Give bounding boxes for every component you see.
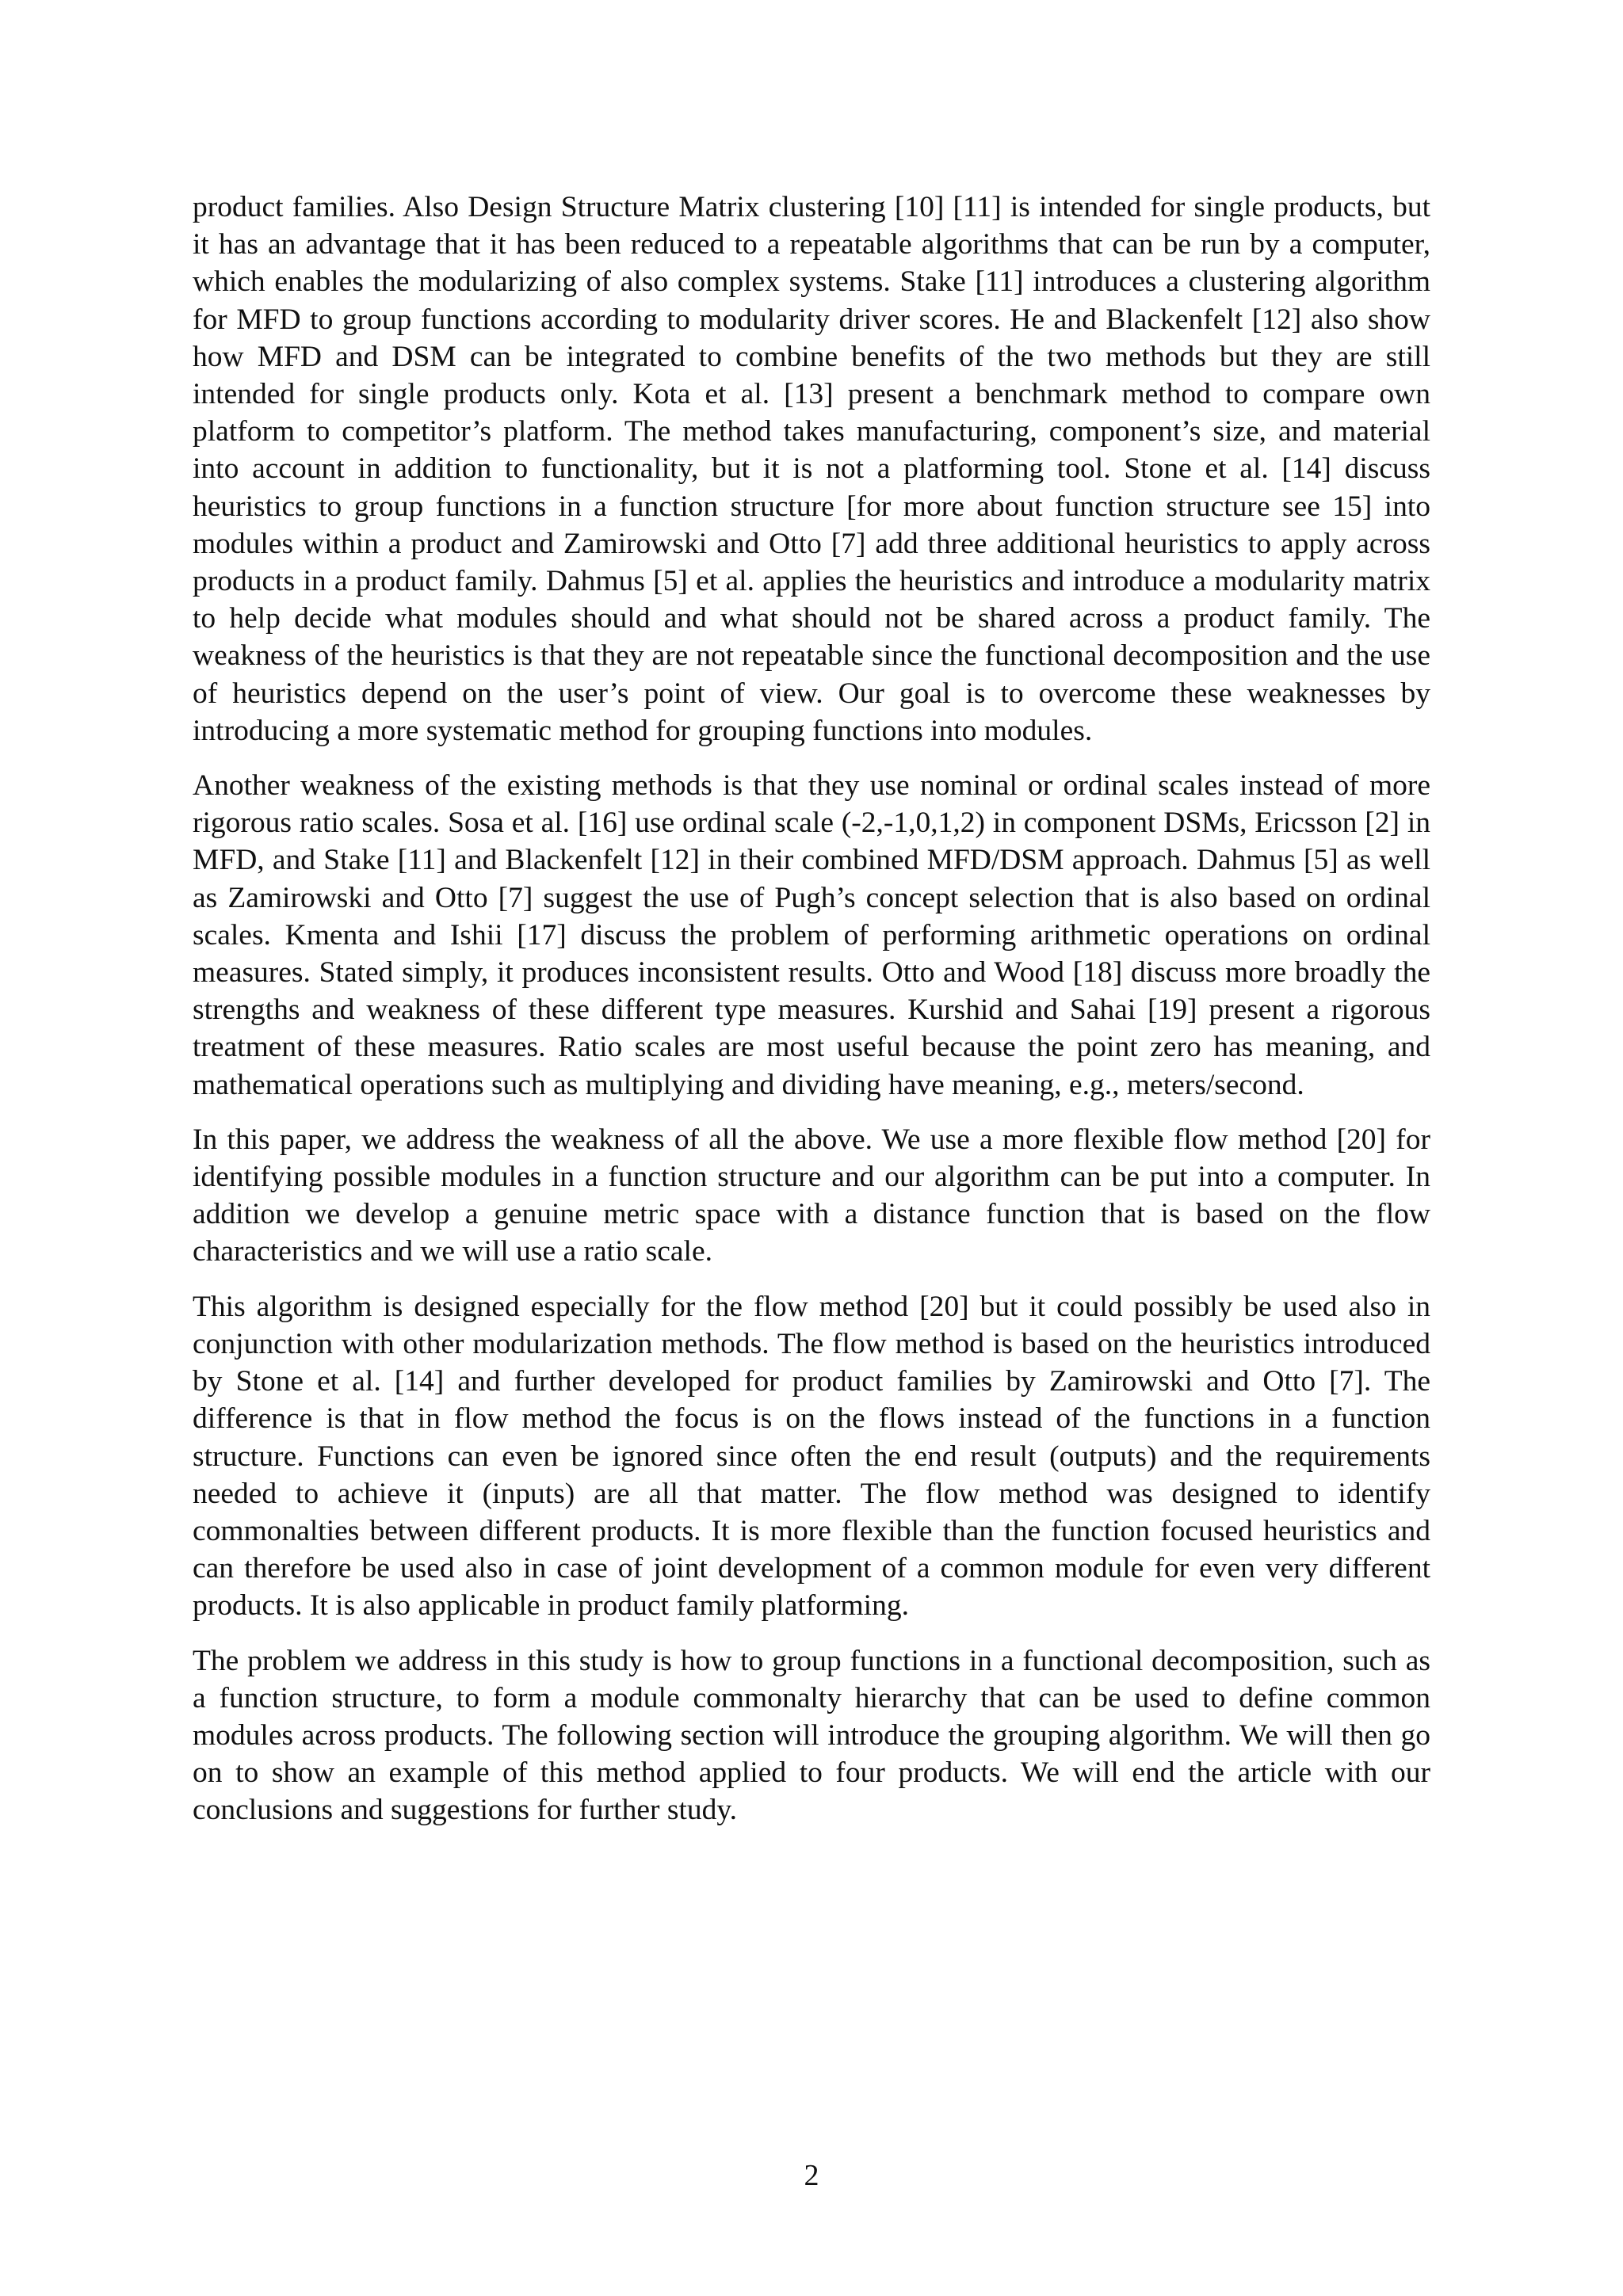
paragraph-flow-method: This algorithm is designed especially for the flow method [20] but it could possibly be used also in conjunction with other modularization methods. The flow method is based on the heuristics introduced by Stone et al. [14] and further developed for product families by Zamirowski and Otto [7]. The difference is that in flow method the focus is on the flows instead of the functions in a function structure. Functions can even be ignored since often the end result (outputs) and the requirements needed to achieve it (inputs) are all that matter. The flow method was designed to identify commonalties between different products. It is more flexible than the function focused heuristics and can therefore be used also in case of joint development of a common module for even very different products. It is also applicable in product family platforming.	[193, 1290, 1430, 1623]
paragraph-product-families: product families. Also Design Structure Matrix clustering [10] [11] is intended for single products, but it has an advantage that it has been reduced to a repeatable algorithms that can be run by a computer, which enables the modularizing of also complex systems. Stake [11] introduces a clustering algorithm for MFD to group functions according to modularity driver scores. He and Blackenfelt [12] also show how MFD and DSM can be integrated to combine benefits of the two methods but they are still intended for single products only. Kota et al. [13] present a benchmark method to compare own platform to competitor’s platform. The method takes manufacturing, component’s size, and material into account in addition to functionality, but it is not a platforming tool. Stone et al. [14] discuss heuristics to group functions in a function structure [for more about function structure see 15] into modules within a product and Zamirowski and Otto [7] add three additional heuristics to apply across products in a product family. Dahmus [5] et al. applies the heuristics and introduce a modularity matrix to help decide what modules should and what should not be shared across a product family. The weakness of the heuristics is that they are not repeatable since the functional decomposition and the use of heuristics depend on the user’s point of view. Our goal is to overcome these weaknesses by introducing a more systematic method for grouping functions into modules.	[193, 191, 1430, 747]
paragraph-scales-weakness: Another weakness of the existing methods is that they use nominal or ordinal scales instead of more rigorous ratio scales. Sosa et al. [16] use ordinal scale (-2,-1,0,1,2) in component DSMs, Ericsson [2] in MFD, and Stake [11] and Blackenfelt [12] in their combined MFD/DSM approach. Dahmus [5] as well as Zamirowski and Otto [7] suggest the use of Pugh’s concept selection that is also based on ordinal scales. Kmenta and Ishii [17] discuss the problem of performing arithmetic operations on ordinal measures. Stated simply, it produces inconsistent results. Otto and Wood [18] discuss more broadly the strengths and weakness of these different type measures. Kurshid and Sahai [19] present a rigorous treatment of these measures. Ratio scales are most useful because the point zero has meaning, and mathematical operations such as multiplying and dividing have meaning, e.g., meters/second.	[193, 769, 1430, 1101]
page-number: 2	[804, 2159, 819, 2192]
body-text	[193, 189, 1430, 1847]
paragraph-paper-approach: In this paper, we address the weakness of all the above. We use a more flexible flow method [20] for identifying possible modules in a function structure and our algorithm can be put into a computer. In addition we develop a genuine metric space with a distance function that is based on the flow characteristics and we will use a ratio scale.	[193, 1123, 1430, 1268]
paragraph-problem-statement: The problem we address in this study is how to group functions in a functional decomposition, such as a function structure, to form a module commonalty hierarchy that can be used to define common modules across products. The following section will introduce the grouping algorithm. We will then go on to show an example of this method applied to four products. We will end the article with our conclusions and suggestions for further study.	[193, 1644, 1430, 1827]
